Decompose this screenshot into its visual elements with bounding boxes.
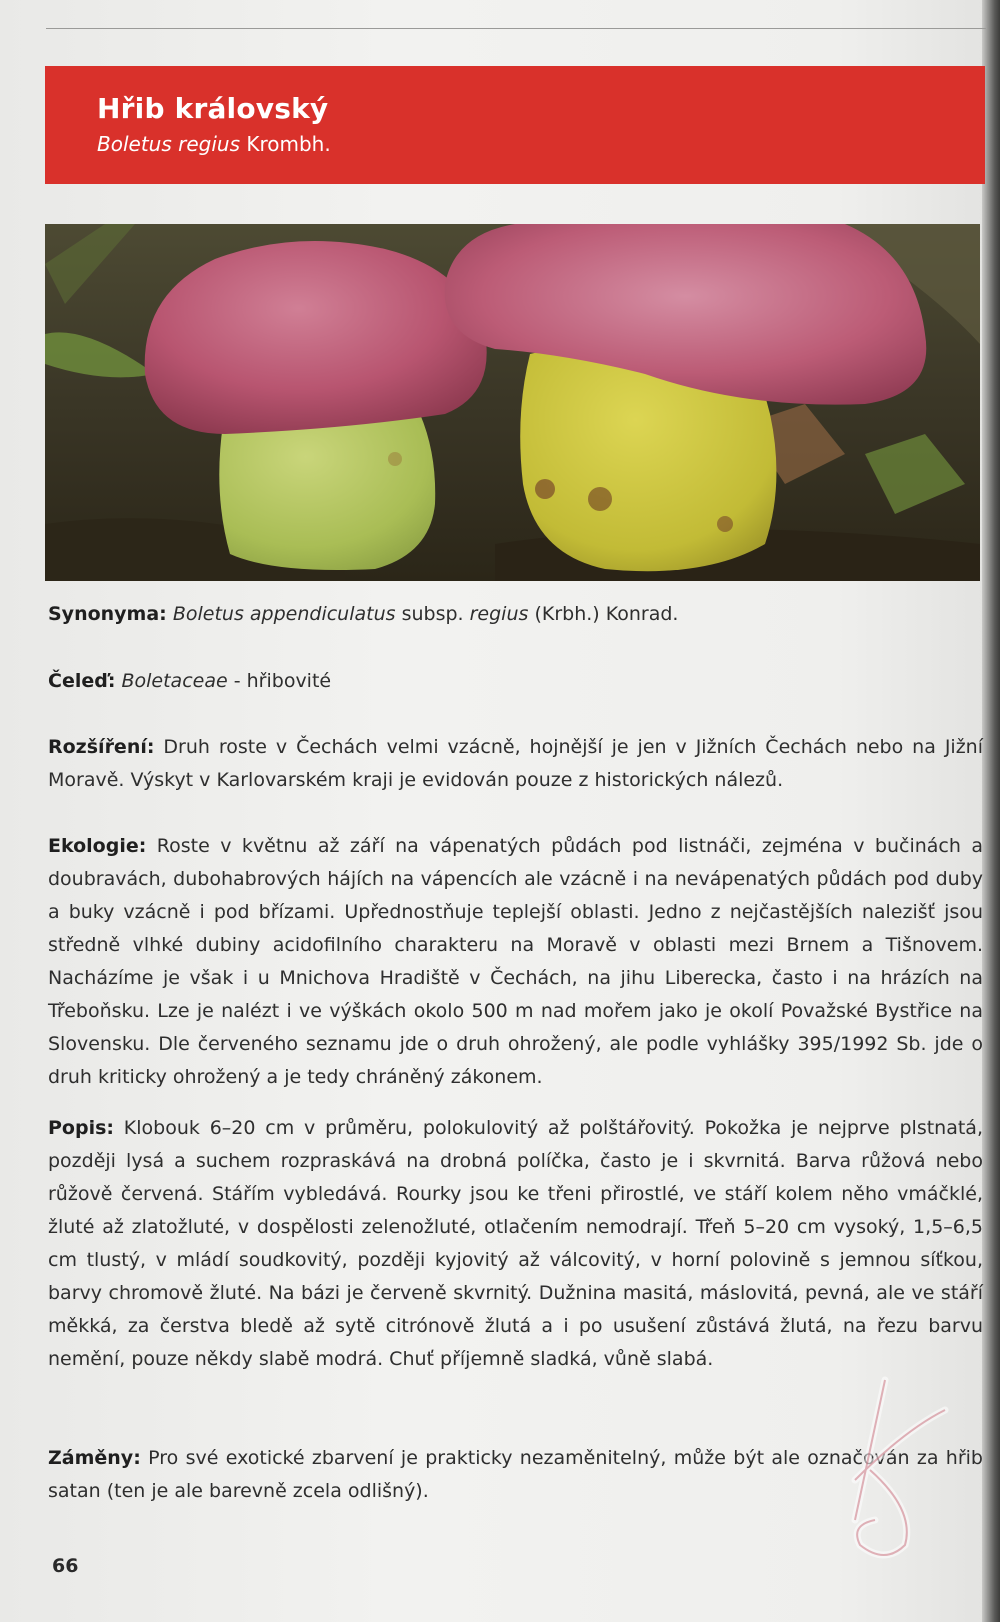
popis-label: Popis: (48, 1117, 114, 1139)
rozsireni-label: Rozšíření: (48, 736, 155, 758)
species-latin-name (97, 132, 331, 156)
ekologie-label: Ekologie: (48, 835, 147, 857)
species-title: Hřib královský (97, 92, 329, 125)
synonyma-label: Synonyma: (48, 603, 167, 625)
popis-text: Klobouk 6–20 cm v průměru, polokulovitý až polštářovitý. Pokožka je nejprve plstnatá, později lysá a suchem rozpraskává na drobná políčka, často je i skvrnitá. Barva růžová nebo růžově červená. Stářím vybledává. Rourky jsou ke třeni přirostlé, ve stáří kolem něho vmáčklé, žluté až zlatožluté, v dospělosti zelenožluté, otlačením nemodrají. Třeň 5–20 cm vysoký, 1,5–6,5 cm tlustý, v mládí soudkovitý, později kyjovitý až válcovitý, v horní polovině s jemnou síťkou, barvy chromově žluté. Na bázi je červeně skvrnitý. Dužnina masitá, máslovitá, pevná, ale ve stáří měkká, za čerstva bledě až sytě citrónově žlutá a i po usušení zůstává žlutá, na řezu barvu nemění, pouze někdy slabě modrá. Chuť příjemně sladká, vůně slabá. (48, 1117, 983, 1370)
synonyma-rest: (Krbh.) Konrad. (528, 603, 679, 625)
title-band (45, 66, 985, 184)
zameny-label: Záměny: (48, 1447, 141, 1469)
author-citation: Krombh. (246, 132, 331, 156)
popis-section (48, 1112, 983, 1376)
latin-binomial: Boletus regius (97, 132, 240, 156)
synonyma-latin: Boletus appendiculatus (172, 603, 396, 625)
celed-rest: - hřibovité (227, 670, 332, 692)
celed-label: Čeleď: (48, 670, 116, 692)
synonyma-mid: subsp. (395, 603, 470, 625)
celed-section (48, 665, 983, 698)
rozsireni-section (48, 731, 983, 797)
rozsireni-text: Druh roste v Čechách velmi vzácně, hojnější je jen v Jižních Čechách nebo na Jižní Moravě. Výskyt v Karlovarském kraji je evidován pouze z historických nálezů. (48, 736, 983, 791)
top-rule (46, 28, 986, 29)
mushroom-photo (45, 224, 980, 581)
zameny-text: Pro své exotické zbarvení je prakticky nezaměnitelný, může být ale označován za hřib satan (ten je ale barevně zcela odlišný). (48, 1447, 983, 1502)
synonyma-latin2: regius (469, 603, 529, 625)
watermark-logo-icon (815, 1370, 965, 1570)
celed-latin: Boletaceae (121, 670, 228, 692)
page-number: 66 (52, 1555, 79, 1577)
ekologie-section (48, 830, 983, 1094)
mushroom-photo-icon (45, 224, 980, 581)
synonyma-section (48, 598, 983, 631)
ekologie-text: Roste v květnu až září na vápenatých půdách pod listnáči, zejména v bučinách a doubravách, dubohabrových hájích na vápencích ale vzácně i na nevápenatých půdách pod duby a buky vzácně i pod břízami. Upřednostňuje teplejší oblasti. Jedno z nejčastějších nalezišť jsou středně vlhké dubiny acidofilního charakteru na Moravě v oblasti mezi Brnem a Tišnovem. Nacházíme je však i u Mnichova Hradiště v Čechách, na jihu Liberecka, často i na hrázích na Třeboňsku. Lze je nalézt i ve výškách okolo 500 m nad mořem jako je okolí Považské Bystřice na Slovensku. Dle červeného seznamu jde o druh ohrožený, ale podle vyhlášky 395/1992 Sb. jde o druh kriticky ohrožený a je tedy chráněný zákonem. (48, 835, 983, 1088)
page-edge-shadow (982, 0, 1000, 1622)
